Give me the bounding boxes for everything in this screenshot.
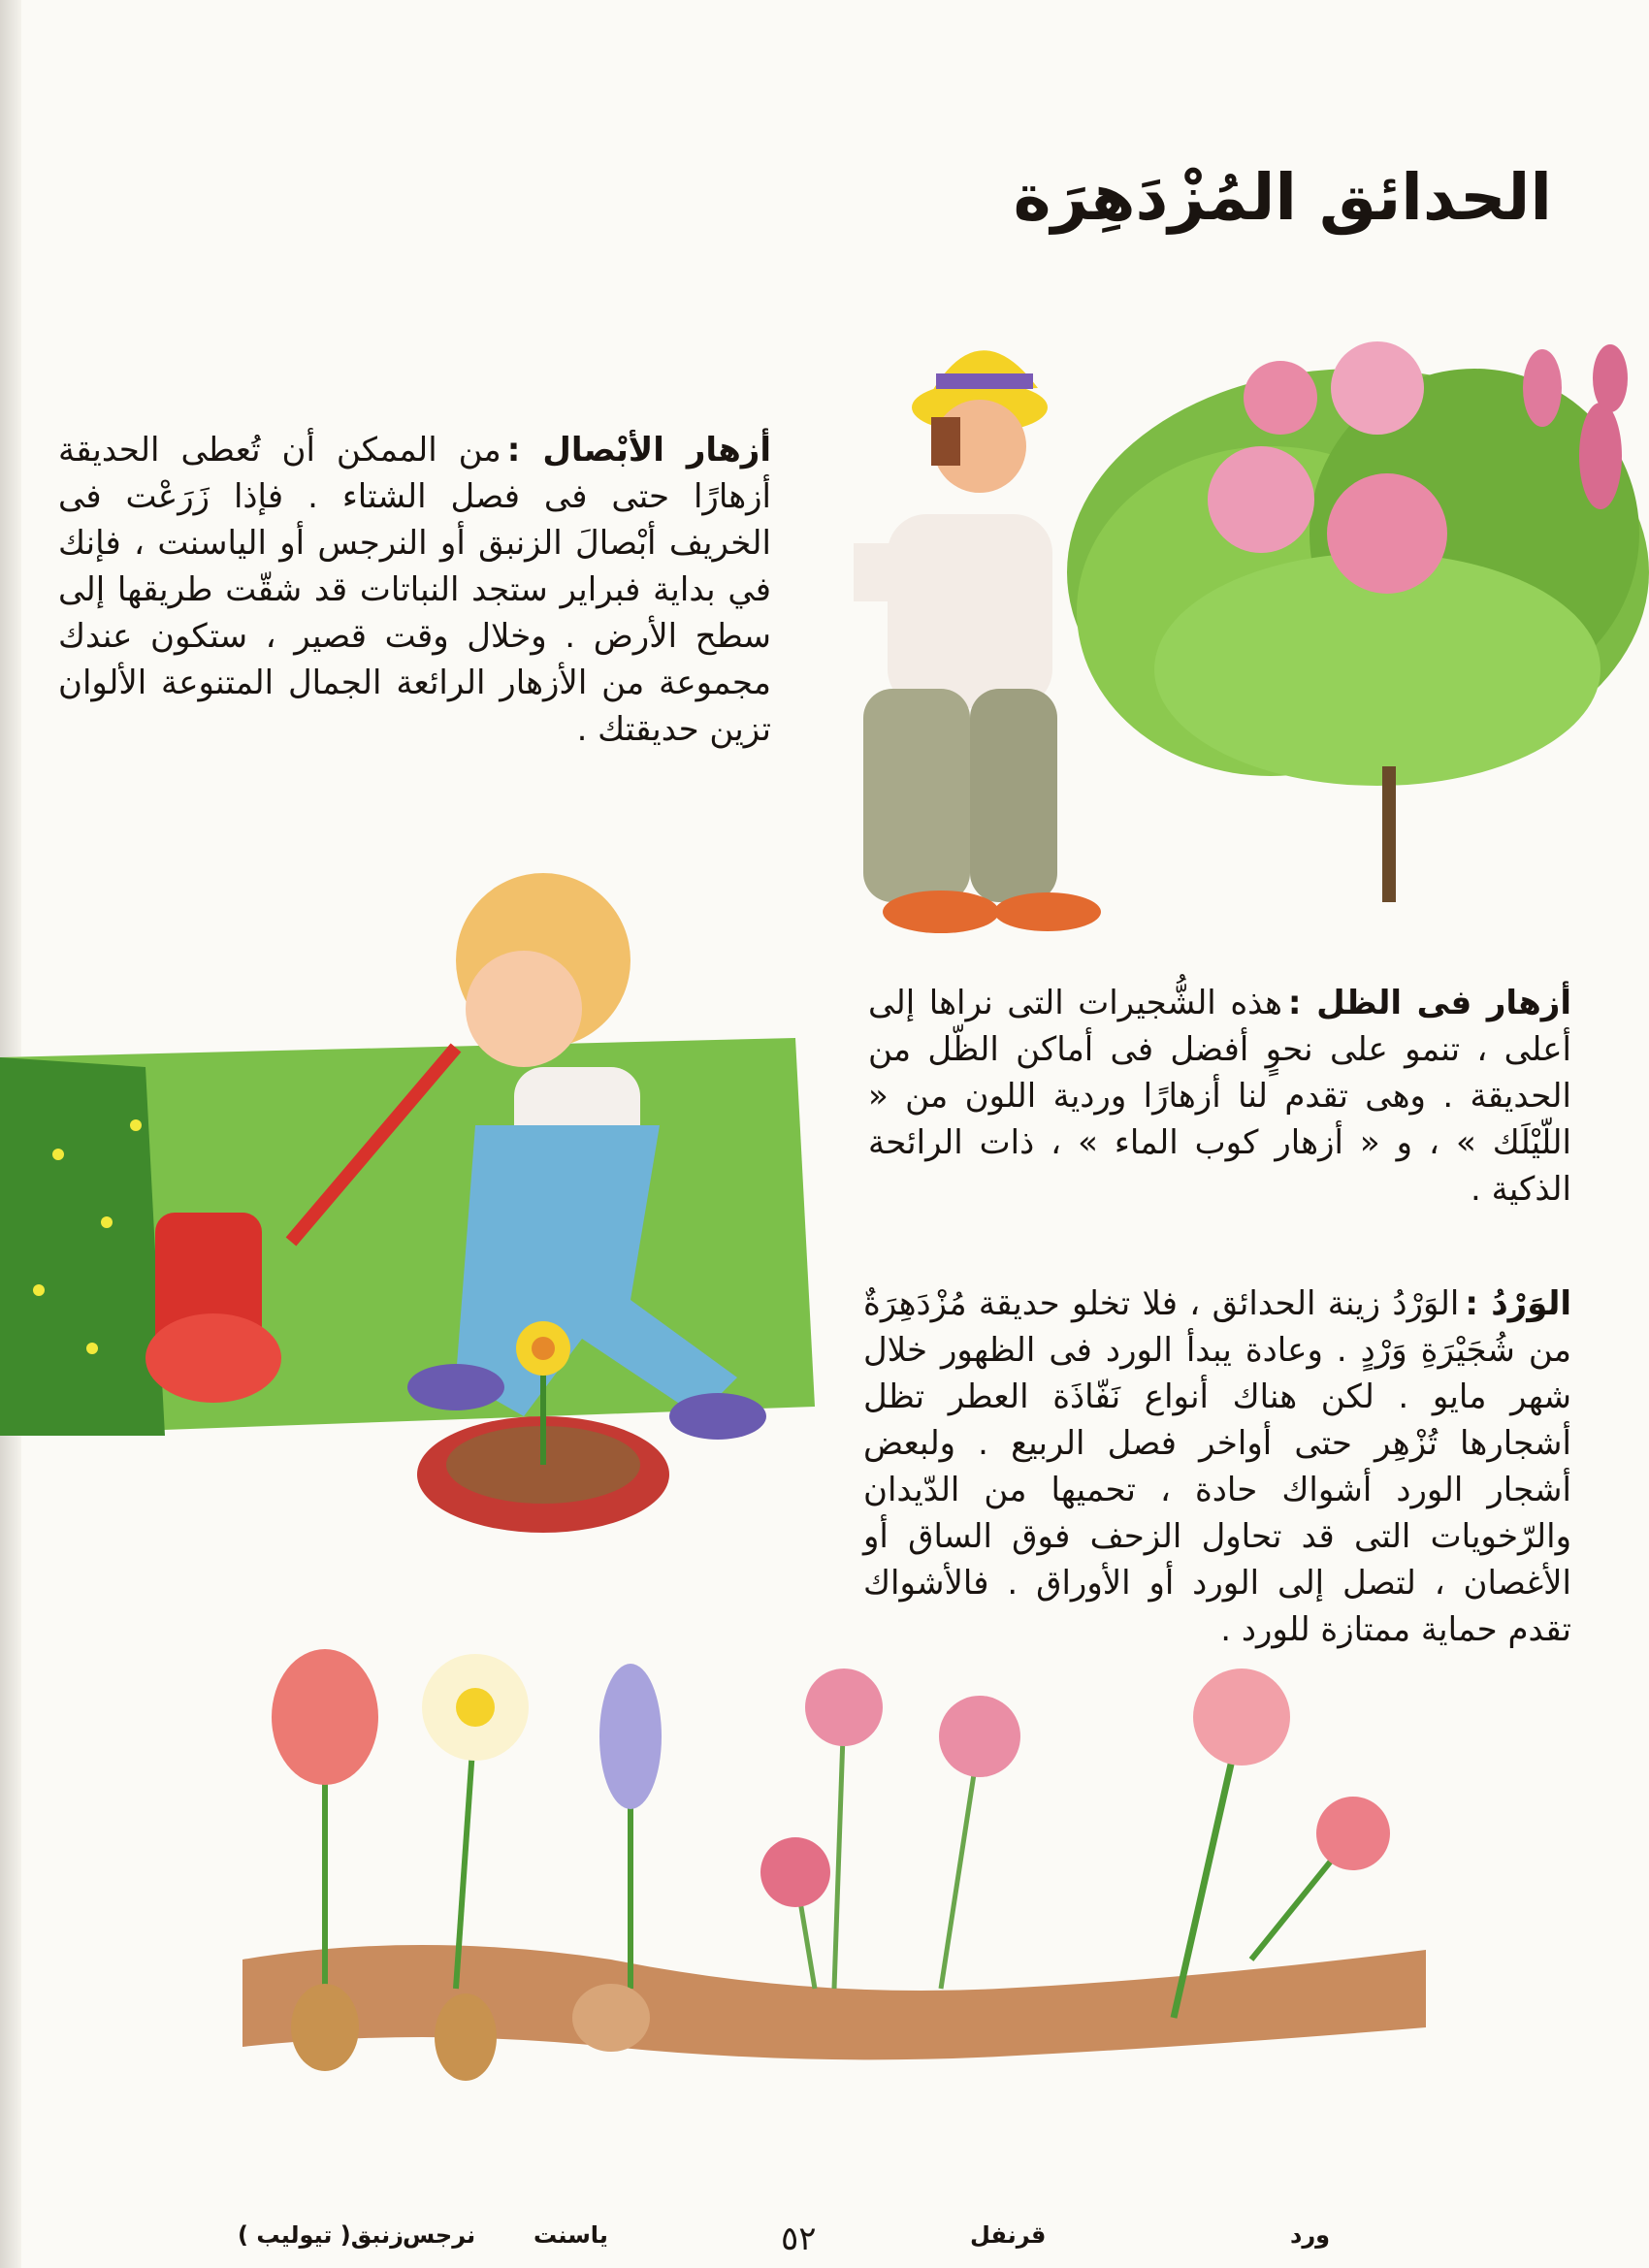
section-text-bulbs: من الممكن أن تُعطى الحديقة أزهارًا حتى فى فصل الشتاء . فإذا زَرَعْت فى الخريف أبْصالَ الزنبق أو النرجس أو الياسنت ، فإنك في بداية فبراير ستجد النباتات قد شقّت طريقها إلى سطح الأرض . وخلال وقت قصير ، ستكون عندك مجموعة من الأزهار الرائعة الجمال المتنوعة الألوان تزين حديقتك . <box>58 431 771 749</box>
caption-carnation: قرنفل <box>970 2221 1047 2249</box>
section-text-roses: الوَرْدُ زينة الحدائق ، فلا تخلو حديقة مُزْدَهِرَةٌ من شُجَيْرَةِ وَرْدٍ . وعادة يبدأ الورد فى الظهور خلال شهر مايو . لكن هناك أنواع نَفّاذَة العطر تظل أشجارها تُزْهِر حتى أواخر فصل الربيع . ولبعض أشجار الورد أشواك حادة ، تحميها من الدّيدان والرّخويات التى قد تحاول الزحف فوق الساق أو الأغصان ، لتصل إلى الورد أو الأوراق . فالأشواك تقدم حماية ممتازة للورد . <box>863 1284 1571 1649</box>
section-heading-bulbs: أزهار الأبْصال : <box>506 431 771 470</box>
gardener-figure <box>854 350 1101 933</box>
caption-rose: ورد <box>1290 2221 1331 2249</box>
section-text-shade: هذه الشُّجيرات التى نراها إلى أعلى ، تنمو على نحوٍ أفضل فى أماكن الظّل من الحديقة . وهى تقدم لنا أزهارًا وردية اللون من « اللّيْلَك » ، و « أزهار كوب الماء » ، ذات الرائحة الذكية . <box>868 984 1571 1209</box>
section-roses <box>863 1280 1571 1653</box>
gardener-shrub-illustration <box>854 320 1649 951</box>
carnation-plant <box>760 1669 1020 1989</box>
section-bulb-flowers <box>58 427 771 753</box>
boy-mower-illustration <box>0 834 834 1571</box>
section-heading-shade: أزهار فى الظل : <box>1287 984 1571 1022</box>
section-shade-flowers <box>868 980 1571 1213</box>
flowers-row-illustration <box>223 1639 1426 2183</box>
page-title: الحدائق المُزْدَهِرَة <box>1013 160 1552 235</box>
section-heading-roses: الوَرْدُ : <box>1465 1284 1571 1323</box>
caption-narcissus: نرجس <box>403 2221 476 2249</box>
caption-tulip: زنبق( تيوليب ) <box>238 2221 404 2249</box>
flowering-shrub <box>1067 341 1649 902</box>
caption-hyacinth: ياسنت <box>534 2221 608 2249</box>
page-number: ٥٢ <box>781 2219 817 2258</box>
